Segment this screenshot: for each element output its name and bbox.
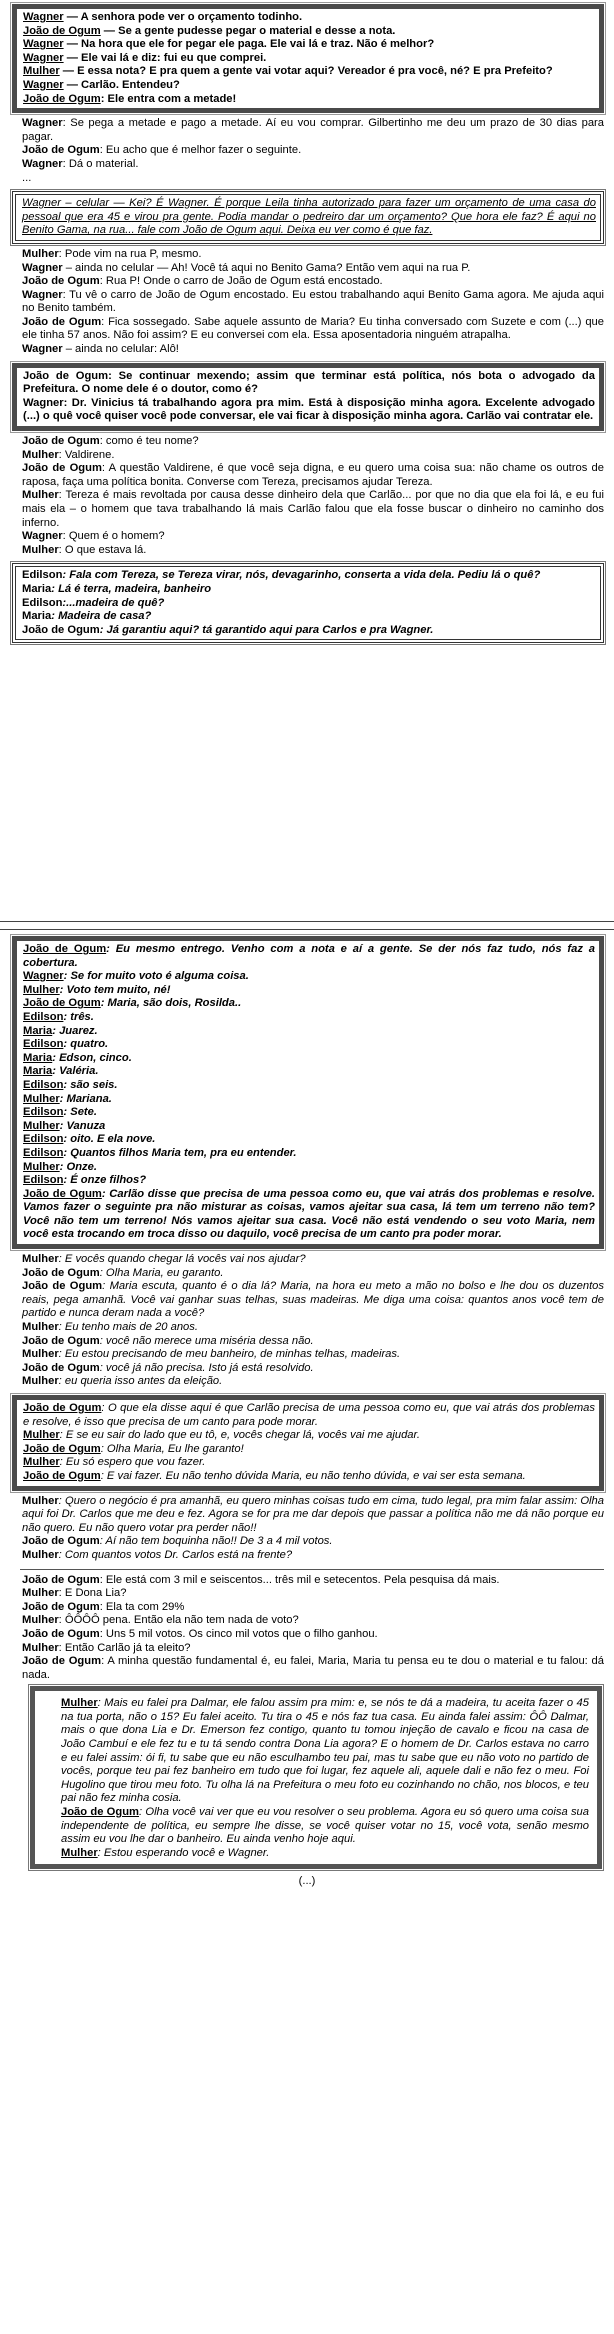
speaker-name: Mulher	[23, 1456, 60, 1469]
transcript-line	[22, 316, 604, 343]
transcript-line	[23, 997, 595, 1011]
transcript-line	[22, 449, 604, 463]
transcript-box-6	[12, 1395, 604, 1491]
speaker-name: João de Ogum	[22, 1361, 100, 1374]
speech-text: : Maria, são dois, Rosilda..	[100, 997, 242, 1010]
transcript-box-1	[12, 4, 604, 113]
speaker-name: Wagner	[23, 396, 64, 409]
speech-text: : E vai fazer. Eu não tenho dúvida Maria, eu não tenho dúvida, e vai ser esta semana.	[100, 1469, 526, 1482]
transcript-paragraph-1	[22, 117, 604, 185]
speaker-name: Wagner	[23, 78, 64, 91]
transcript-line	[23, 1456, 595, 1470]
transcript-box-5	[12, 936, 604, 1249]
speech-text: : ÔÔÔÔ pena. Então ela não tem nada de voto?	[58, 1614, 299, 1627]
speaker-name: Mulher	[22, 1548, 59, 1561]
speaker-name: João de Ogum	[22, 1535, 100, 1548]
transcript-line	[23, 1443, 595, 1457]
transcript-line	[61, 1806, 589, 1847]
speaker-name: Maria	[23, 1051, 53, 1064]
speaker-name: Maria	[22, 582, 52, 595]
transcript-line	[22, 1267, 604, 1281]
transcript-line	[22, 1348, 604, 1362]
transcript-line	[22, 569, 596, 583]
transcript-line	[23, 65, 595, 79]
transcript-line	[22, 289, 604, 316]
page-2	[0, 932, 614, 2334]
transcript-line	[23, 1174, 595, 1188]
speaker-name: João de Ogum	[23, 92, 101, 105]
speaker-name: Mulher	[22, 1614, 59, 1627]
speech-text: : É onze filhos?	[63, 1174, 147, 1187]
speaker-name: João de Ogum	[22, 462, 102, 475]
speech-text: : E Dona Lia?	[58, 1587, 127, 1600]
speaker-name: Edilson	[22, 569, 63, 582]
speech-text: : A questão Valdirene, é que você seja digna, e eu quero uma coisa sua: não chame os outros de raposa, faça uma política bonita. Converse com Tereza, precisamos ajudar Tereza.	[22, 462, 604, 488]
speaker-name: Maria	[23, 1065, 53, 1078]
transcript-line	[22, 248, 604, 262]
speech-text: :...madeira de quê?	[62, 596, 165, 609]
transcript-line	[22, 462, 604, 489]
transcript-line	[23, 1079, 595, 1093]
transcript-box-7	[30, 1686, 602, 1869]
speech-text: : Eu mesmo entrego. Venho com a nota e aí a gente. Se der nós faz tudo, nós faz a cobertura.	[23, 943, 595, 969]
transcript-line	[22, 489, 604, 530]
speech-text: ...	[22, 171, 32, 184]
speech-text: : Pode vim na rua P, mesmo.	[58, 247, 202, 260]
speaker-name: João de Ogum	[22, 1280, 103, 1293]
transcript-line	[22, 1280, 604, 1321]
transcript-line	[22, 1535, 604, 1549]
speech-text: — E essa nota? E pra quem a gente vai votar aqui? Vereador é pra você, né? E pra Prefeito?	[59, 65, 553, 78]
speech-text: — Se a gente pudesse pegar o material e desse a nota.	[100, 24, 396, 37]
speech-text: : quatro.	[63, 1038, 109, 1051]
ellipsis-caption: (...)	[298, 1875, 316, 1888]
transcript-line	[22, 343, 604, 357]
speech-text: : você já não precisa. Isto já está resolvido.	[99, 1361, 314, 1374]
speaker-name: Wagner	[22, 261, 63, 274]
transcript-line	[22, 544, 604, 558]
speaker-name: Mulher	[22, 1348, 59, 1361]
speaker-name: Mulher	[22, 1641, 59, 1654]
speaker-name: Wagner	[22, 288, 63, 301]
speaker-name: Maria	[22, 610, 52, 623]
speaker-name: João de Ogum	[22, 1573, 100, 1586]
speaker-name: Wagner	[23, 51, 64, 64]
speaker-name: João de Ogum	[23, 997, 101, 1010]
speech-text: : são seis.	[63, 1078, 118, 1091]
speech-text: : Se for muito voto é alguma coisa.	[63, 970, 249, 983]
speaker-name: João de Ogum	[22, 1627, 100, 1640]
speech-text: : E se eu sair do lado que eu tô, e, vocês chegar lá, vocês vai me ajudar.	[59, 1429, 420, 1442]
speaker-name: Mulher	[61, 1697, 98, 1710]
speech-text: : Então Carlão já ta eleito?	[58, 1641, 191, 1654]
transcript-line	[61, 1697, 589, 1806]
transcript-line	[22, 158, 604, 172]
transcript-line	[23, 1106, 595, 1120]
speaker-name: João de Ogum	[22, 275, 100, 288]
speech-text: : Ele está com 3 mil e seiscentos... três mil e setecentos. Pela pesquisa dá mais.	[99, 1573, 500, 1586]
speaker-name: João de Ogum	[23, 1402, 102, 1414]
speech-text: : Rua P! Onde o carro de João de Ogum está encostado.	[99, 275, 383, 288]
transcript-line	[22, 275, 604, 289]
speaker-name: Wagner	[23, 970, 64, 983]
speech-text: : Se pega a metade e pago a metade. Aí eu vou comprar. Gilbertinho me deu um prazo de 30 dias para pagar.	[22, 117, 604, 143]
transcript-line	[22, 1321, 604, 1335]
transcript-line	[22, 1375, 604, 1389]
transcript-line	[23, 1133, 595, 1147]
speaker-name: Wagner	[22, 530, 63, 543]
speaker-name: Edilson	[23, 1133, 64, 1146]
transcript-lines	[22, 569, 596, 637]
speech-text: : Olha você vai ver que eu vou resolver o seu problema. Agora eu só quero uma coisa sua independente de política, eu sempre lhe disse, se você quiser votar no 15, você vota, senão mesmo assim eu vou lhe dar o banheiro. Eu ainda venho hoje aqui.	[61, 1806, 589, 1846]
speech-text: : Quem é o homem?	[62, 530, 165, 543]
transcript-line	[22, 583, 596, 597]
transcript-line	[23, 1093, 595, 1107]
speaker-name: Wagner	[22, 343, 63, 356]
speech-text: : Olha Maria, eu garanto.	[99, 1266, 224, 1279]
transcript-line	[23, 1052, 595, 1066]
transcript-line	[22, 1574, 604, 1588]
speech-text: : Juarez.	[52, 1024, 98, 1037]
speaker-name: Wagner	[23, 11, 64, 23]
speaker-name: Edilson	[23, 1106, 64, 1119]
transcript-box-4	[12, 563, 604, 643]
speech-text: : Ele entra com a metade!	[100, 92, 237, 105]
speaker-name: João de Ogum	[23, 24, 101, 37]
transcript-line	[23, 1429, 595, 1443]
speaker-name: João de Ogum	[22, 144, 100, 157]
speaker-name: João de Ogum	[22, 1600, 100, 1613]
speech-text: : Lá é terra, madeira, banheiro	[51, 582, 212, 595]
speech-text: : Voto tem muito, né!	[59, 983, 171, 996]
transcript-line	[23, 397, 595, 424]
transcript-line	[23, 943, 595, 970]
speech-text: : A minha questão fundamental é, eu falei, Maria, Maria tu pensa eu te dou o material e tu falou: dá nada.	[22, 1655, 605, 1681]
speech-text: : oito. E ela nove.	[63, 1133, 156, 1146]
speech-text: : Dr. Vinicius tá trabalhando agora pra mim. Está à disposição minha agora. Excelente advogado (...) o quê você quiser você pode conversar, ele vai ficar à disposição minha agora. Carlão vai contratar ele.	[23, 396, 595, 423]
transcript-line	[23, 93, 595, 107]
transcript-lines	[23, 943, 595, 1242]
speaker-name: João de Ogum	[22, 1266, 100, 1279]
speaker-name: Mulher	[23, 1119, 60, 1132]
speaker-name: Mulher	[22, 543, 59, 556]
speech-text: : Sete.	[63, 1106, 97, 1119]
speaker-name: Wagner	[22, 157, 63, 170]
speaker-name: Edilson	[23, 1146, 64, 1159]
transcript-line	[23, 38, 595, 52]
speech-text: : Olha Maria, Eu lhe garanto!	[100, 1442, 244, 1455]
speaker-name: João de Ogum	[61, 1806, 139, 1819]
transcript-line	[22, 435, 604, 449]
speaker-name: João de Ogum	[22, 1334, 100, 1347]
speaker-name: Mulher	[23, 983, 60, 996]
speech-text: — Na hora que ele for pegar ele paga. Ele vai lá e traz. Não é melhor?	[63, 38, 435, 51]
speech-text: : O que ela disse aqui é que Carlão precisa de uma pessoa como eu, que vai atrás dos problemas e resolve, é isso que precisa de um canto para pode morar.	[23, 1402, 595, 1428]
transcript-line	[22, 1587, 604, 1601]
speech-text: : Aí não tem boquinha não!! De 3 a 4 mil votos.	[99, 1535, 333, 1548]
speech-text: : Tu vê o carro de João de Ogum encostado. Eu estou trabalhando aqui Benito Gama agora. Me ajuda aqui no Benito também.	[22, 288, 604, 315]
speech-text: : você não merece uma miséria dessa não.	[99, 1334, 314, 1347]
speech-text: : três.	[63, 1010, 94, 1023]
speaker-name: João de Ogum	[23, 943, 107, 955]
speech-text: : Estou esperando você e Wagner.	[97, 1846, 270, 1859]
speaker-name: Mulher	[23, 1429, 60, 1442]
transcript-paragraph-5	[22, 1495, 604, 1563]
divider	[20, 1569, 604, 1570]
speaker-name: João de Ogum	[23, 1187, 102, 1200]
speaker-name: Wagner	[23, 38, 64, 51]
speech-text: : Eu acho que é melhor fazer o seguinte.	[99, 144, 302, 157]
transcript-line	[23, 984, 595, 998]
transcript-line	[22, 1495, 604, 1536]
speaker-name: João de Ogum	[23, 1469, 101, 1482]
transcript-line	[22, 1253, 604, 1267]
transcript-line	[23, 11, 595, 25]
speech-text: : Já garantiu aqui? tá garantido aqui para Carlos e pra Wagner.	[99, 623, 434, 636]
transcript-paragraph-6	[22, 1574, 604, 1683]
transcript-lines	[23, 1402, 595, 1484]
speech-text: : Edson, cinco.	[52, 1051, 132, 1064]
transcript-line	[22, 1601, 604, 1615]
transcript-line	[23, 1470, 595, 1484]
speaker-name: Mulher	[22, 448, 59, 461]
transcript-line	[22, 1628, 604, 1642]
transcript-line	[23, 370, 595, 397]
speech-text: : Eu só espero que vou fazer.	[59, 1456, 206, 1469]
transcript-line	[22, 597, 596, 611]
transcript-lines	[23, 370, 595, 424]
speech-text: : Uns 5 mil votos. Os cinco mil votos que o filho ganhou.	[99, 1627, 378, 1640]
transcript-line	[22, 1335, 604, 1349]
transcript-line	[23, 1011, 595, 1025]
transcript-line	[22, 610, 596, 624]
transcript-line	[22, 1549, 604, 1563]
transcript-line	[23, 79, 595, 93]
speaker-name: João de Ogum	[22, 623, 100, 636]
speech-text: : Onze.	[59, 1160, 97, 1173]
transcript-line	[23, 52, 595, 66]
page-separator	[0, 921, 614, 930]
speaker-name: João de Ogum	[22, 435, 100, 448]
transcript-lines	[23, 11, 595, 106]
transcript-line	[23, 1025, 595, 1039]
transcript-line	[22, 1655, 604, 1682]
speech-text: : Dá o material.	[62, 157, 139, 170]
speech-text: — Carlão. Entendeu?	[63, 78, 180, 91]
speaker-name: João de Ogum	[22, 1655, 102, 1668]
speaker-name: Edilson	[23, 1174, 64, 1187]
transcript-line	[61, 1847, 589, 1861]
transcript-line	[23, 1038, 595, 1052]
speech-text: : Mais eu falei pra Dalmar, ele falou assim pra mim: e, se nós te dá a madeira, tu aceita fazer o 45 na tua porta, não o 15? Eu falei aceito. Tu tira o 45 e nós faz tua casa. Eu ainda falei assim: ÔÔ Dalmar, mais o que dona Lia e Dr. Emerson fez contigo, quanto tu tomou injeção de cavalo e ficou na casa de João Cambuí e ele fez tu e tu tá sendo contra Dona Lia agora? E o homem de Dr. Carlos estava no carro e eu falei assim: ói fi, tu sabe que eu não esculhambo teu pai, mas tu sabe que eu não voto no partido de vocês, porque teu pai fez banheiro em tudo que foi lugar, fez aquele ali, aquele dali e não fez o meu. Foi Hugolino que tirou meu foto. Tu olha lá na Prefeitura o meu foto eu cozinhando no chão, nos blocos, e teu pai não fez minha cosia.	[61, 1697, 589, 1805]
speaker-name: Mulher	[61, 1846, 98, 1859]
transcript-line	[23, 1147, 595, 1161]
speech-text: : O que estava lá.	[58, 543, 147, 556]
transcript-line	[23, 970, 595, 984]
speech-text: : como é teu nome?	[99, 435, 199, 448]
speech-text: : Quero o negócio é pra amanhã, eu quero minhas coisas tudo em cima, tudo legal, pra mim falar assim: Olha aqui foi Dr. Carlos que me deu e fez. Agora se for pra me dar depois que passar a política não me dá não porque eu não quero. Eu não quero votar pra perder não!!	[22, 1494, 604, 1534]
speech-text: – ainda no celular — Ah! Você tá aqui no Benito Gama? Então vem aqui na rua P.	[62, 261, 471, 274]
transcript-line	[22, 262, 604, 276]
transcript-line	[23, 1161, 595, 1175]
transcript-line	[22, 624, 596, 638]
speaker-name: Edilson	[22, 596, 63, 609]
transcript-lines	[61, 1697, 589, 1860]
transcript-box-2	[12, 191, 604, 244]
speaker-name: Mulher	[22, 1321, 59, 1334]
speech-text: : eu queria isso antes da eleição.	[58, 1375, 223, 1388]
transcript-paragraph-2	[22, 248, 604, 357]
speech-text: : Maria escuta, quanto é o dia lá? Maria, na hora eu meto a mão no bolso e lhe dou os duzentos reais, pega amanhã. Você vai ganhar suas telhas, suas madeiras. Me diga uma coisa: quantos anos você tem de partido e nunca deram nada a você?	[22, 1280, 604, 1320]
speaker-name: Wagner	[22, 117, 63, 130]
speech-text: : Tereza é mais revoltada por causa desse dinheiro dela que Carlão... por que no dia que ela foi lá, e eu fui mais ela – o homem que tava trabalhando lá mais Carlão falou que ela fosse buscar o dinheiro no caminho dos inferno.	[22, 489, 604, 529]
speech-text: : Quantos filhos Maria tem, pra eu entender.	[63, 1146, 297, 1159]
speech-text: : Com quantos votos Dr. Carlos está na frente?	[58, 1548, 293, 1561]
speech-text: : E vocês quando chegar lá vocês vai nos ajudar?	[58, 1253, 306, 1266]
speech-text: : Fala com Tereza, se Tereza virar, nós, devagarinho, conserta a vida dela. Pediu lá o quê?	[62, 569, 541, 582]
speaker-name: Edilson	[23, 1078, 64, 1091]
speaker-name: João de Ogum	[23, 369, 109, 382]
speaker-name: Maria	[23, 1024, 53, 1037]
transcript-line	[23, 25, 595, 39]
speaker-name: Mulher	[23, 1092, 60, 1105]
transcript-paragraph-4	[22, 1253, 604, 1389]
speaker-name: Mulher	[22, 247, 59, 260]
transcript-line	[23, 1120, 595, 1134]
speech-text: : Carlão disse que precisa de uma pessoa como eu, que vai atrás dos problemas e resolve. Vamos fazer o seguinte pra não misturar as coisas, vamos ajeitar sua casa, lá tem um terreno não tem? Você não tem um terreno! Nós vamos ajeitar sua casa. Você não está vendendo o seu voto Maria, nem você esta trocando em troca disso ou daquilo, você precisa de um canto pra poder morar.	[23, 1187, 595, 1241]
speech-text: : Mariana.	[59, 1092, 112, 1105]
speech-text: : Valdirene.	[58, 448, 115, 461]
speaker-name: Edilson	[23, 1010, 64, 1023]
speaker-name: Mulher	[22, 489, 59, 502]
speaker-name: Edilson	[23, 1038, 64, 1051]
speaker-name: Mulher	[22, 1494, 59, 1507]
page-1	[0, 0, 614, 920]
speaker-name: Mulher	[22, 1253, 59, 1266]
transcript-line	[22, 1362, 604, 1376]
speech-text: — Ele vai lá e diz: fui eu que comprei.	[63, 51, 267, 64]
speaker-name: Mulher	[23, 65, 60, 78]
transcript-line	[22, 172, 604, 186]
transcript-line	[22, 1614, 604, 1628]
speaker-name: Mulher	[22, 1587, 59, 1600]
transcript-line	[23, 1188, 595, 1242]
transcript-paragraph-3	[22, 435, 604, 557]
speech-text: : Vanuza	[59, 1119, 106, 1132]
speech-text: — A senhora pode ver o orçamento todinho.	[63, 11, 303, 23]
speech-text: : Se continuar mexendo; assim que terminar está política, nós bota o advogado da Prefeitura. O nome dele é o doutor, como é?	[23, 369, 595, 396]
transcript-box-3	[12, 363, 604, 431]
speech-text: – ainda no celular: Alô!	[62, 343, 179, 356]
speaker-name: Mulher	[23, 1160, 60, 1173]
speaker-name: Mulher	[22, 1375, 59, 1388]
transcript-line	[22, 530, 604, 544]
transcript-line	[22, 1642, 604, 1656]
speech-text: : Fica sossegado. Sabe aquele assunto de Maria? Eu tinha conversado com Suzete e com (...) que ele tinha 57 anos. Não foi assim? E eu conversei com ela. Essa aposentadoria ninguém atrapalha.	[22, 315, 605, 342]
speech-text: : Eu tenho mais de 20 anos.	[58, 1321, 198, 1334]
speaker-name: João de Ogum	[22, 315, 102, 328]
speaker-name: João de Ogum	[23, 1442, 101, 1455]
transcript-line: Wagner – celular — Kei? É Wagner. É porque Leila tinha autorizado para fazer um orçamento de uma casa do pessoal que era 45 e virou pra gente. Podia mandar o pedreiro dar um orçamento? Que hora ele faz? É aqui no Benito Gama, na rua... fale com João de Ogum aqui. Deixa eu ver como é que faz.	[22, 197, 596, 237]
speech-text: : Ela ta com 29%	[99, 1600, 185, 1613]
transcript-line	[22, 144, 604, 158]
transcript-line	[22, 117, 604, 144]
transcript-line	[23, 1065, 595, 1079]
speech-text: : Madeira de casa?	[51, 610, 152, 623]
speech-text: : Valéria.	[52, 1065, 99, 1078]
speech-text: : Eu estou precisando de meu banheiro, de minhas telhas, madeiras.	[58, 1348, 401, 1361]
transcript-line	[23, 1402, 595, 1429]
